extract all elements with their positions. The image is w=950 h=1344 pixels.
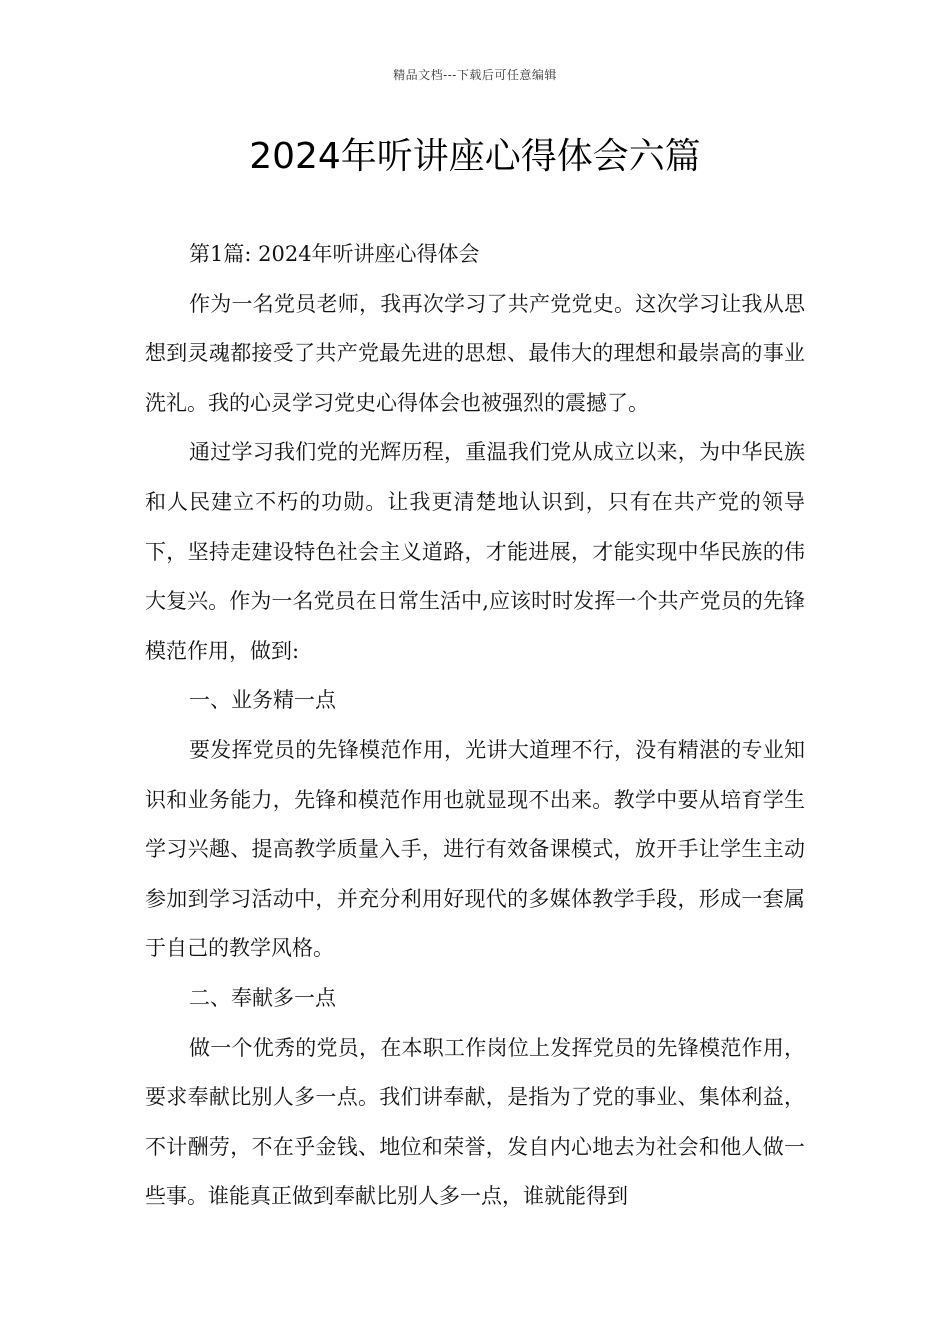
section-heading-part-1: 第1篇: 2024年听讲座心得体会 [189, 242, 480, 266]
subheading-dedication: 二、奉献多一点 [189, 985, 336, 1010]
paragraph: 通过学习我们党的光辉历程，重温我们党从成立以来，为中华民族和人民建立不朽的功勋。让我更清楚地认识到，只有在共产党的领导下，坚持走建设特色社会主义道路，才能进展，才能实现中华民族的伟大复兴。作为一名党员在日常生活中,应该时时发挥一个共产党员的先锋模范作用，做到: [145, 440, 805, 663]
document-title: 2024年听讲座心得体会六篇 [249, 136, 701, 177]
subheading-business: 一、业务精一点 [189, 688, 336, 713]
document-body [145, 230, 805, 1222]
paragraph: 要发挥党员的先锋模范作用，光讲大道理不行，没有精湛的专业知识和业务能力，先锋和模范作用也就显现不出来。教学中要从培育学生学习兴趣、提高教学质量入手，进行有效备课模式，放开手让学生主动参加到学习活动中，并充分利用好现代的多媒体教学手段，形成一套属于自己的教学风格。 [145, 737, 805, 961]
paragraph: 作为一名党员老师，我再次学习了共产党党史。这次学习让我从思想到灵魂都接受了共产党最先进的思想、最伟大的理想和最崇高的事业洗礼。我的心灵学习党史心得体会也被强烈的震撼了。 [145, 291, 805, 415]
paragraph: 做一个优秀的党员，在本职工作岗位上发挥党员的先锋模范作用，要求奉献比别人多一点。我们讲奉献，是指为了党的事业、集体利益，不计酬劳，不在乎金钱、地位和荣誉，发自内心地去为社会和他人做一些事。谁能真正做到奉献比别人多一点，谁就能得到 [145, 1035, 805, 1209]
page-header: 精品文档---下载后可任意编辑 [393, 68, 557, 82]
